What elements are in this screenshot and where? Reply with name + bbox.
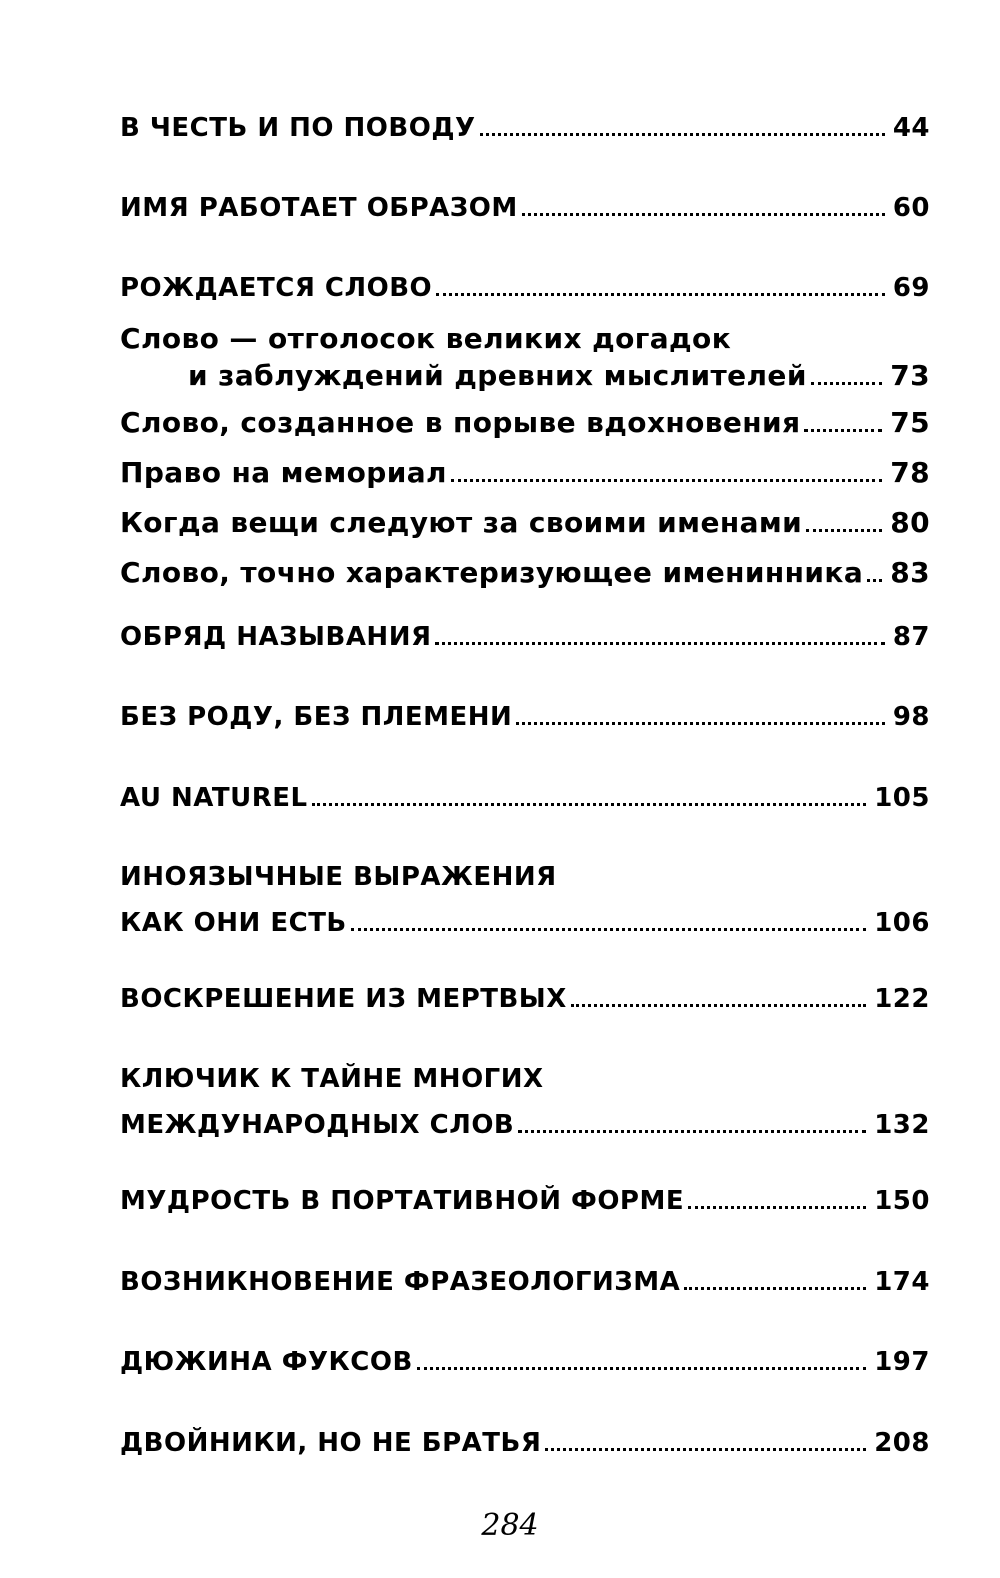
- toc-page: 80: [890, 506, 930, 539]
- toc-title: ИМЯ РАБОТАЕТ ОБРАЗОМ: [120, 193, 518, 223]
- toc-title: ОБРЯД НАЗЫВАНИЯ: [120, 622, 432, 652]
- toc-entry[interactable]: [120, 783, 930, 813]
- dot-leader: [516, 722, 885, 725]
- toc-page: 105: [874, 783, 930, 813]
- dot-leader: [571, 1004, 866, 1007]
- toc-entry[interactable]: [120, 113, 930, 143]
- toc-page: 73: [890, 359, 930, 392]
- toc-title: В ЧЕСТЬ И ПО ПОВОДУ: [120, 113, 476, 143]
- toc-title: Право на мемориал: [120, 456, 447, 489]
- dot-leader: [417, 1367, 866, 1370]
- dot-leader: [811, 382, 882, 385]
- toc-title: Когда вещи следуют за своими именами: [120, 506, 803, 539]
- toc-subentry[interactable]: [120, 322, 930, 392]
- toc-page: 197: [874, 1347, 930, 1377]
- toc-page: 87: [892, 622, 930, 652]
- toc-entry[interactable]: [120, 984, 930, 1014]
- page-number: 284: [481, 1508, 539, 1543]
- dot-leader: [435, 642, 884, 645]
- dot-leader: [867, 579, 882, 582]
- toc-entry[interactable]: [120, 862, 930, 938]
- toc-entry[interactable]: [120, 1267, 930, 1297]
- toc-entry[interactable]: [120, 273, 930, 303]
- toc-title-line1: КЛЮЧИК К ТАЙНЕ МНОГИХ: [120, 1064, 544, 1094]
- toc-entry[interactable]: [120, 702, 930, 732]
- toc-page: 122: [874, 984, 930, 1014]
- dot-leader: [806, 529, 882, 532]
- toc-page: 106: [874, 908, 930, 938]
- toc-title: ВОСКРЕШЕНИЕ ИЗ МЕРТВЫХ: [120, 984, 567, 1014]
- toc-title: Слово, точно характеризующее именинника: [120, 556, 864, 589]
- toc-title: Слово, созданное в порыве вдохновения: [120, 406, 801, 439]
- dot-leader: [688, 1206, 866, 1209]
- toc-page: 83: [890, 556, 930, 589]
- toc-title: МЕЖДУНАРОДНЫХ СЛОВ: [120, 1110, 515, 1140]
- toc-page: 75: [890, 406, 930, 439]
- toc-entry[interactable]: [120, 622, 930, 652]
- toc-title-line1: ИНОЯЗЫЧНЫЕ ВЫРАЖЕНИЯ: [120, 862, 557, 892]
- toc-subentry[interactable]: [120, 456, 930, 489]
- toc-title: МУДРОСТЬ В ПОРТАТИВНОЙ ФОРМЕ: [120, 1186, 685, 1216]
- toc-page: 98: [892, 702, 930, 732]
- toc-title: КАК ОНИ ЕСТЬ: [120, 908, 347, 938]
- toc-title-line1: Слово — отголосок великих догадок: [120, 322, 732, 355]
- toc-page: 78: [890, 456, 930, 489]
- toc-title: ДЮЖИНА ФУКСОВ: [120, 1347, 413, 1377]
- dot-leader: [518, 1130, 866, 1133]
- toc-title: ДВОЙНИКИ, НО НЕ БРАТЬЯ: [120, 1428, 542, 1458]
- toc-title: РОЖДАЕТСЯ СЛОВО: [120, 273, 433, 303]
- dot-leader: [351, 928, 866, 931]
- dot-leader: [545, 1448, 866, 1451]
- toc-entry[interactable]: [120, 193, 930, 223]
- toc-page: 60: [892, 193, 930, 223]
- toc-page: 44: [892, 113, 930, 143]
- toc-entry[interactable]: [120, 1186, 930, 1216]
- toc-subentry[interactable]: [120, 506, 930, 539]
- toc-entry[interactable]: [120, 1064, 930, 1140]
- toc-page: 174: [874, 1267, 930, 1297]
- toc-title: ВОЗНИКНОВЕНИЕ ФРАЗЕОЛОГИЗМА: [120, 1267, 681, 1297]
- toc-subentry[interactable]: [120, 556, 930, 589]
- toc-title: БЕЗ РОДУ, БЕЗ ПЛЕМЕНИ: [120, 702, 513, 732]
- dot-leader: [684, 1287, 866, 1290]
- toc-entry[interactable]: [120, 1428, 930, 1458]
- toc-title: и заблуждений древних мыслителей: [188, 359, 807, 392]
- toc-title: AU NATUREL: [120, 783, 308, 813]
- dot-leader: [804, 429, 882, 432]
- dot-leader: [480, 133, 885, 136]
- toc-entry[interactable]: [120, 1347, 930, 1377]
- toc-page: 132: [874, 1110, 930, 1140]
- dot-leader: [451, 479, 882, 482]
- toc-subentry[interactable]: [120, 406, 930, 439]
- toc-page: 69: [892, 273, 930, 303]
- dot-leader: [312, 803, 867, 806]
- toc-page: 150: [874, 1186, 930, 1216]
- dot-leader: [436, 293, 885, 296]
- toc-page: 208: [874, 1428, 930, 1458]
- dot-leader: [522, 213, 885, 216]
